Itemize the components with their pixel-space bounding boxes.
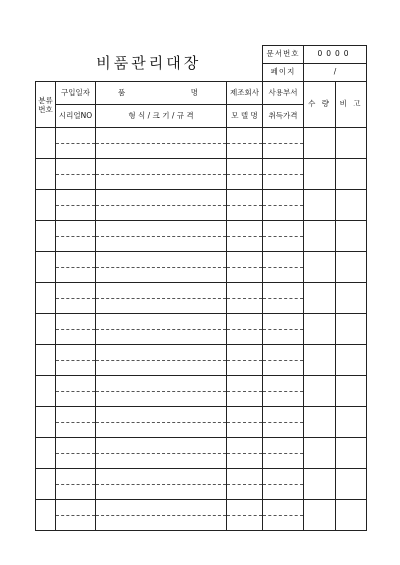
model-cell[interactable] bbox=[227, 484, 263, 500]
spec-cell[interactable] bbox=[96, 515, 227, 531]
header-price: 취득가격 bbox=[263, 105, 304, 128]
model-cell[interactable] bbox=[227, 515, 263, 531]
dept-cell[interactable] bbox=[263, 252, 304, 268]
serial-cell[interactable] bbox=[56, 236, 96, 252]
purchase-date-cell[interactable] bbox=[56, 283, 96, 299]
dept-cell[interactable] bbox=[263, 159, 304, 175]
entry-row-top bbox=[36, 252, 367, 268]
class-no-cell[interactable] bbox=[36, 190, 56, 221]
price-cell[interactable] bbox=[263, 329, 304, 345]
purchase-date-cell[interactable] bbox=[56, 376, 96, 392]
qty-cell[interactable] bbox=[304, 469, 336, 500]
header-item-name bbox=[96, 82, 227, 105]
serial-cell[interactable] bbox=[56, 329, 96, 345]
qty-cell[interactable] bbox=[304, 345, 336, 376]
remarks-cell[interactable] bbox=[336, 159, 367, 190]
model-cell[interactable] bbox=[227, 391, 263, 407]
purchase-date-cell[interactable] bbox=[56, 190, 96, 206]
purchase-date-cell[interactable] bbox=[56, 159, 96, 175]
model-cell[interactable] bbox=[227, 422, 263, 438]
item-name-cell[interactable] bbox=[96, 345, 227, 361]
maker-cell[interactable] bbox=[227, 314, 263, 330]
qty-cell[interactable] bbox=[304, 376, 336, 407]
header-class-no-text: 분류 번호 bbox=[38, 95, 53, 114]
model-cell[interactable] bbox=[227, 298, 263, 314]
maker-cell[interactable] bbox=[227, 252, 263, 268]
header-maker: 제조회사 bbox=[227, 82, 263, 105]
price-cell[interactable] bbox=[263, 298, 304, 314]
qty-cell[interactable] bbox=[304, 221, 336, 252]
model-cell[interactable] bbox=[227, 329, 263, 345]
qty-cell[interactable] bbox=[304, 159, 336, 190]
remarks-cell[interactable] bbox=[336, 407, 367, 438]
purchase-date-cell[interactable] bbox=[56, 407, 96, 423]
doc-no-label: 문서번호 bbox=[263, 46, 304, 64]
item-name-cell[interactable] bbox=[96, 438, 227, 454]
maker-cell[interactable] bbox=[227, 221, 263, 237]
qty-cell[interactable] bbox=[304, 438, 336, 469]
qty-cell[interactable] bbox=[304, 128, 336, 159]
dept-cell[interactable] bbox=[263, 376, 304, 392]
dept-cell[interactable] bbox=[263, 221, 304, 237]
purchase-date-cell[interactable] bbox=[56, 469, 96, 485]
item-name-cell[interactable] bbox=[96, 221, 227, 237]
spec-cell[interactable] bbox=[96, 236, 227, 252]
header-serial: 시리얼NO bbox=[56, 105, 96, 128]
purchase-date-cell[interactable] bbox=[56, 252, 96, 268]
maker-cell[interactable] bbox=[227, 159, 263, 175]
item-name-cell[interactable] bbox=[96, 190, 227, 206]
purchase-date-cell[interactable] bbox=[56, 345, 96, 361]
serial-cell[interactable] bbox=[56, 267, 96, 283]
header-remarks: 비 고 bbox=[336, 82, 367, 128]
purchase-date-cell[interactable] bbox=[56, 221, 96, 237]
serial-cell[interactable] bbox=[56, 453, 96, 469]
entry-row-top bbox=[36, 469, 367, 485]
model-cell[interactable] bbox=[227, 360, 263, 376]
spec-cell[interactable] bbox=[96, 267, 227, 283]
item-name-cell[interactable] bbox=[96, 159, 227, 175]
entry-row-top bbox=[36, 283, 367, 299]
doc-no-value: 0000 bbox=[304, 46, 367, 64]
page-title: 비품관리대장 bbox=[36, 46, 263, 82]
class-no-cell[interactable] bbox=[36, 128, 56, 159]
entry-row-top bbox=[36, 314, 367, 330]
item-name-cell[interactable] bbox=[96, 252, 227, 268]
entry-row-top bbox=[36, 221, 367, 237]
class-no-cell[interactable] bbox=[36, 283, 56, 314]
price-cell[interactable] bbox=[263, 143, 304, 159]
remarks-cell[interactable] bbox=[336, 314, 367, 345]
item-name-cell[interactable] bbox=[96, 128, 227, 144]
remarks-cell[interactable] bbox=[336, 190, 367, 221]
model-cell[interactable] bbox=[227, 205, 263, 221]
spec-cell[interactable] bbox=[96, 484, 227, 500]
entry-row-top bbox=[36, 438, 367, 454]
dept-cell[interactable] bbox=[263, 283, 304, 299]
item-name-cell[interactable] bbox=[96, 376, 227, 392]
remarks-cell[interactable] bbox=[336, 345, 367, 376]
purchase-date-cell[interactable] bbox=[56, 438, 96, 454]
spec-cell[interactable] bbox=[96, 174, 227, 190]
serial-cell[interactable] bbox=[56, 391, 96, 407]
page-value: / bbox=[304, 64, 367, 82]
remarks-cell[interactable] bbox=[336, 221, 367, 252]
qty-cell[interactable] bbox=[304, 407, 336, 438]
model-cell[interactable] bbox=[227, 236, 263, 252]
purchase-date-cell[interactable] bbox=[56, 314, 96, 330]
price-cell[interactable] bbox=[263, 422, 304, 438]
entry-row-top bbox=[36, 159, 367, 175]
remarks-cell[interactable] bbox=[336, 469, 367, 500]
price-cell[interactable] bbox=[263, 205, 304, 221]
dept-cell[interactable] bbox=[263, 469, 304, 485]
remarks-cell[interactable] bbox=[336, 376, 367, 407]
remarks-cell[interactable] bbox=[336, 252, 367, 283]
header-class-no bbox=[36, 82, 56, 128]
class-no-cell[interactable] bbox=[36, 376, 56, 407]
serial-cell[interactable] bbox=[56, 360, 96, 376]
item-name-cell[interactable] bbox=[96, 500, 227, 516]
class-no-cell[interactable] bbox=[36, 252, 56, 283]
remarks-cell[interactable] bbox=[336, 500, 367, 531]
qty-cell[interactable] bbox=[304, 252, 336, 283]
entry-row-top bbox=[36, 345, 367, 361]
serial-cell[interactable] bbox=[56, 422, 96, 438]
class-no-cell[interactable] bbox=[36, 407, 56, 438]
model-cell[interactable] bbox=[227, 174, 263, 190]
class-no-cell[interactable] bbox=[36, 221, 56, 252]
spec-cell[interactable] bbox=[96, 422, 227, 438]
class-no-cell[interactable] bbox=[36, 500, 56, 531]
maker-cell[interactable] bbox=[227, 500, 263, 516]
purchase-date-cell[interactable] bbox=[56, 128, 96, 144]
model-cell[interactable] bbox=[227, 143, 263, 159]
model-cell[interactable] bbox=[227, 267, 263, 283]
serial-cell[interactable] bbox=[56, 143, 96, 159]
dept-cell[interactable] bbox=[263, 500, 304, 516]
page-label: 페이지 bbox=[263, 64, 304, 82]
price-cell[interactable] bbox=[263, 267, 304, 283]
price-cell[interactable] bbox=[263, 484, 304, 500]
ledger-table bbox=[35, 45, 367, 531]
maker-cell[interactable] bbox=[227, 376, 263, 392]
dept-cell[interactable] bbox=[263, 345, 304, 361]
asset-ledger-sheet bbox=[35, 45, 366, 526]
purchase-date-cell[interactable] bbox=[56, 500, 96, 516]
qty-cell[interactable] bbox=[304, 500, 336, 531]
entry-row-top bbox=[36, 376, 367, 392]
price-cell[interactable] bbox=[263, 360, 304, 376]
class-no-cell[interactable] bbox=[36, 469, 56, 500]
item-name-cell[interactable] bbox=[96, 314, 227, 330]
item-name-cell[interactable] bbox=[96, 407, 227, 423]
qty-cell[interactable] bbox=[304, 283, 336, 314]
spec-cell[interactable] bbox=[96, 391, 227, 407]
dept-cell[interactable] bbox=[263, 128, 304, 144]
serial-cell[interactable] bbox=[56, 205, 96, 221]
price-cell[interactable] bbox=[263, 453, 304, 469]
header-item-name-part1: 품 bbox=[118, 87, 126, 97]
price-cell[interactable] bbox=[263, 391, 304, 407]
spec-cell[interactable] bbox=[96, 329, 227, 345]
dept-cell[interactable] bbox=[263, 407, 304, 423]
model-cell[interactable] bbox=[227, 453, 263, 469]
price-cell[interactable] bbox=[263, 174, 304, 190]
maker-cell[interactable] bbox=[227, 190, 263, 206]
header-qty: 수 량 bbox=[304, 82, 336, 128]
header-dept: 사용부서 bbox=[263, 82, 304, 105]
remarks-cell[interactable] bbox=[336, 128, 367, 159]
spec-cell[interactable] bbox=[96, 298, 227, 314]
maker-cell[interactable] bbox=[227, 438, 263, 454]
class-no-cell[interactable] bbox=[36, 345, 56, 376]
dept-cell[interactable] bbox=[263, 190, 304, 206]
class-no-cell[interactable] bbox=[36, 314, 56, 345]
price-cell[interactable] bbox=[263, 236, 304, 252]
spec-cell[interactable] bbox=[96, 205, 227, 221]
price-cell[interactable] bbox=[263, 515, 304, 531]
maker-cell[interactable] bbox=[227, 469, 263, 485]
maker-cell[interactable] bbox=[227, 407, 263, 423]
serial-cell[interactable] bbox=[56, 515, 96, 531]
remarks-cell[interactable] bbox=[336, 438, 367, 469]
entry-row-top bbox=[36, 500, 367, 516]
serial-cell[interactable] bbox=[56, 174, 96, 190]
maker-cell[interactable] bbox=[227, 128, 263, 144]
spec-cell[interactable] bbox=[96, 453, 227, 469]
maker-cell[interactable] bbox=[227, 345, 263, 361]
entry-row-top bbox=[36, 128, 367, 144]
serial-cell[interactable] bbox=[56, 298, 96, 314]
dept-cell[interactable] bbox=[263, 314, 304, 330]
item-name-cell[interactable] bbox=[96, 283, 227, 299]
spec-cell[interactable] bbox=[96, 143, 227, 159]
qty-cell[interactable] bbox=[304, 190, 336, 221]
entry-row-top bbox=[36, 407, 367, 423]
spec-cell[interactable] bbox=[96, 360, 227, 376]
header-spec: 형 식 / 크 기 / 규 격 bbox=[96, 105, 227, 128]
header-model: 모 델 명 bbox=[227, 105, 263, 128]
serial-cell[interactable] bbox=[56, 484, 96, 500]
maker-cell[interactable] bbox=[227, 283, 263, 299]
entry-row-top bbox=[36, 190, 367, 206]
class-no-cell[interactable] bbox=[36, 438, 56, 469]
item-name-cell[interactable] bbox=[96, 469, 227, 485]
class-no-cell[interactable] bbox=[36, 159, 56, 190]
dept-cell[interactable] bbox=[263, 438, 304, 454]
header-purchase-date: 구입일자 bbox=[56, 82, 96, 105]
remarks-cell[interactable] bbox=[336, 283, 367, 314]
qty-cell[interactable] bbox=[304, 314, 336, 345]
header-item-name-part2: 명 bbox=[190, 87, 198, 97]
